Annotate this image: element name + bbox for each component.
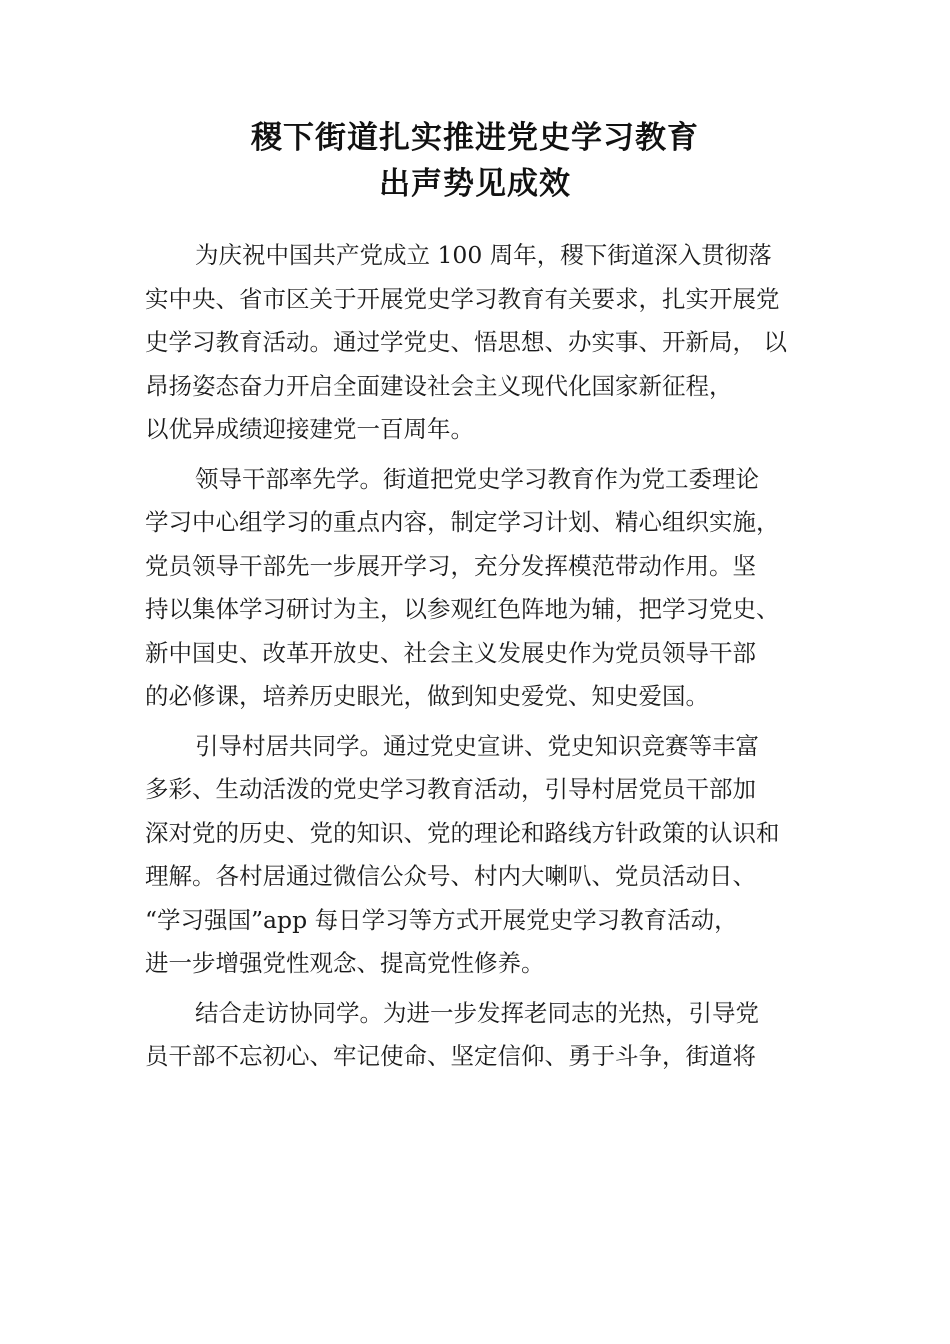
text-line: 以优异成绩迎接建党一百周年。 [145,415,474,443]
text-line: 的必修课，培养历史眼光，做到知史爱党、知史爱国。 [145,682,709,710]
paragraph-intro [145,234,825,452]
paragraph-villages [145,725,825,986]
text-line: 实中央、省市区关于开展党史学习教育有关要求，扎实开展党 [145,284,780,313]
text-line: 持以集体学习研讨为主，以参观红色阵地为辅，把学习党史、 [145,595,780,623]
text-line: 昂扬姿态奋力开启全面建设社会主义现代化国家新征程， [145,371,733,400]
text-line: 新中国史、改革开放史、社会主义发展史作为党员领导干部 [145,638,756,667]
text-line: 为庆祝中国共产党成立 100 周年，稷下街道深入贯彻落 [195,241,772,269]
text-line: 史学习教育活动。通过学党史、悟思想、办实事、开新局， 以 [145,328,787,356]
text-line: 引导村居共同学。通过党史宣讲、党史知识竞赛等丰富 [195,731,759,760]
document-title-line-2: 出声势见成效 [379,166,571,202]
text-line: “学习强国”app 每日学习等方式开展党史学习教育活动， [145,905,738,934]
paragraph-visits [145,992,825,1079]
text-line: 领导干部率先学。街道把党史学习教育作为党工委理论 [195,464,759,493]
text-line: 学习中心组学习的重点内容，制定学习计划、精心组织实施， [145,508,780,536]
text-line: 结合走访协同学。为进一步发挥老同志的光热，引导党 [195,998,759,1027]
text-line: 进一步增强党性观念、提高党性修养。 [145,949,545,977]
document-body [145,234,825,1085]
text-line: 党员领导干部先一步展开学习，充分发挥模范带动作用。坚 [145,551,756,580]
text-line: 员干部不忘初心、牢记使命、坚定信仰、勇于斗争，街道将 [145,1042,756,1070]
text-line: 多彩、生动活泼的党史学习教育活动，引导村居党员干部加 [145,775,756,803]
text-line: 深对党的历史、党的知识、党的理论和路线方针政策的认识和 [145,818,780,847]
document-title-line-1: 稷下街道扎实推进党史学习教育 [251,120,699,156]
paragraph-leaders [145,458,825,719]
text-line: 理解。各村居通过微信公众号、村内大喇叭、党员活动日、 [145,862,756,890]
